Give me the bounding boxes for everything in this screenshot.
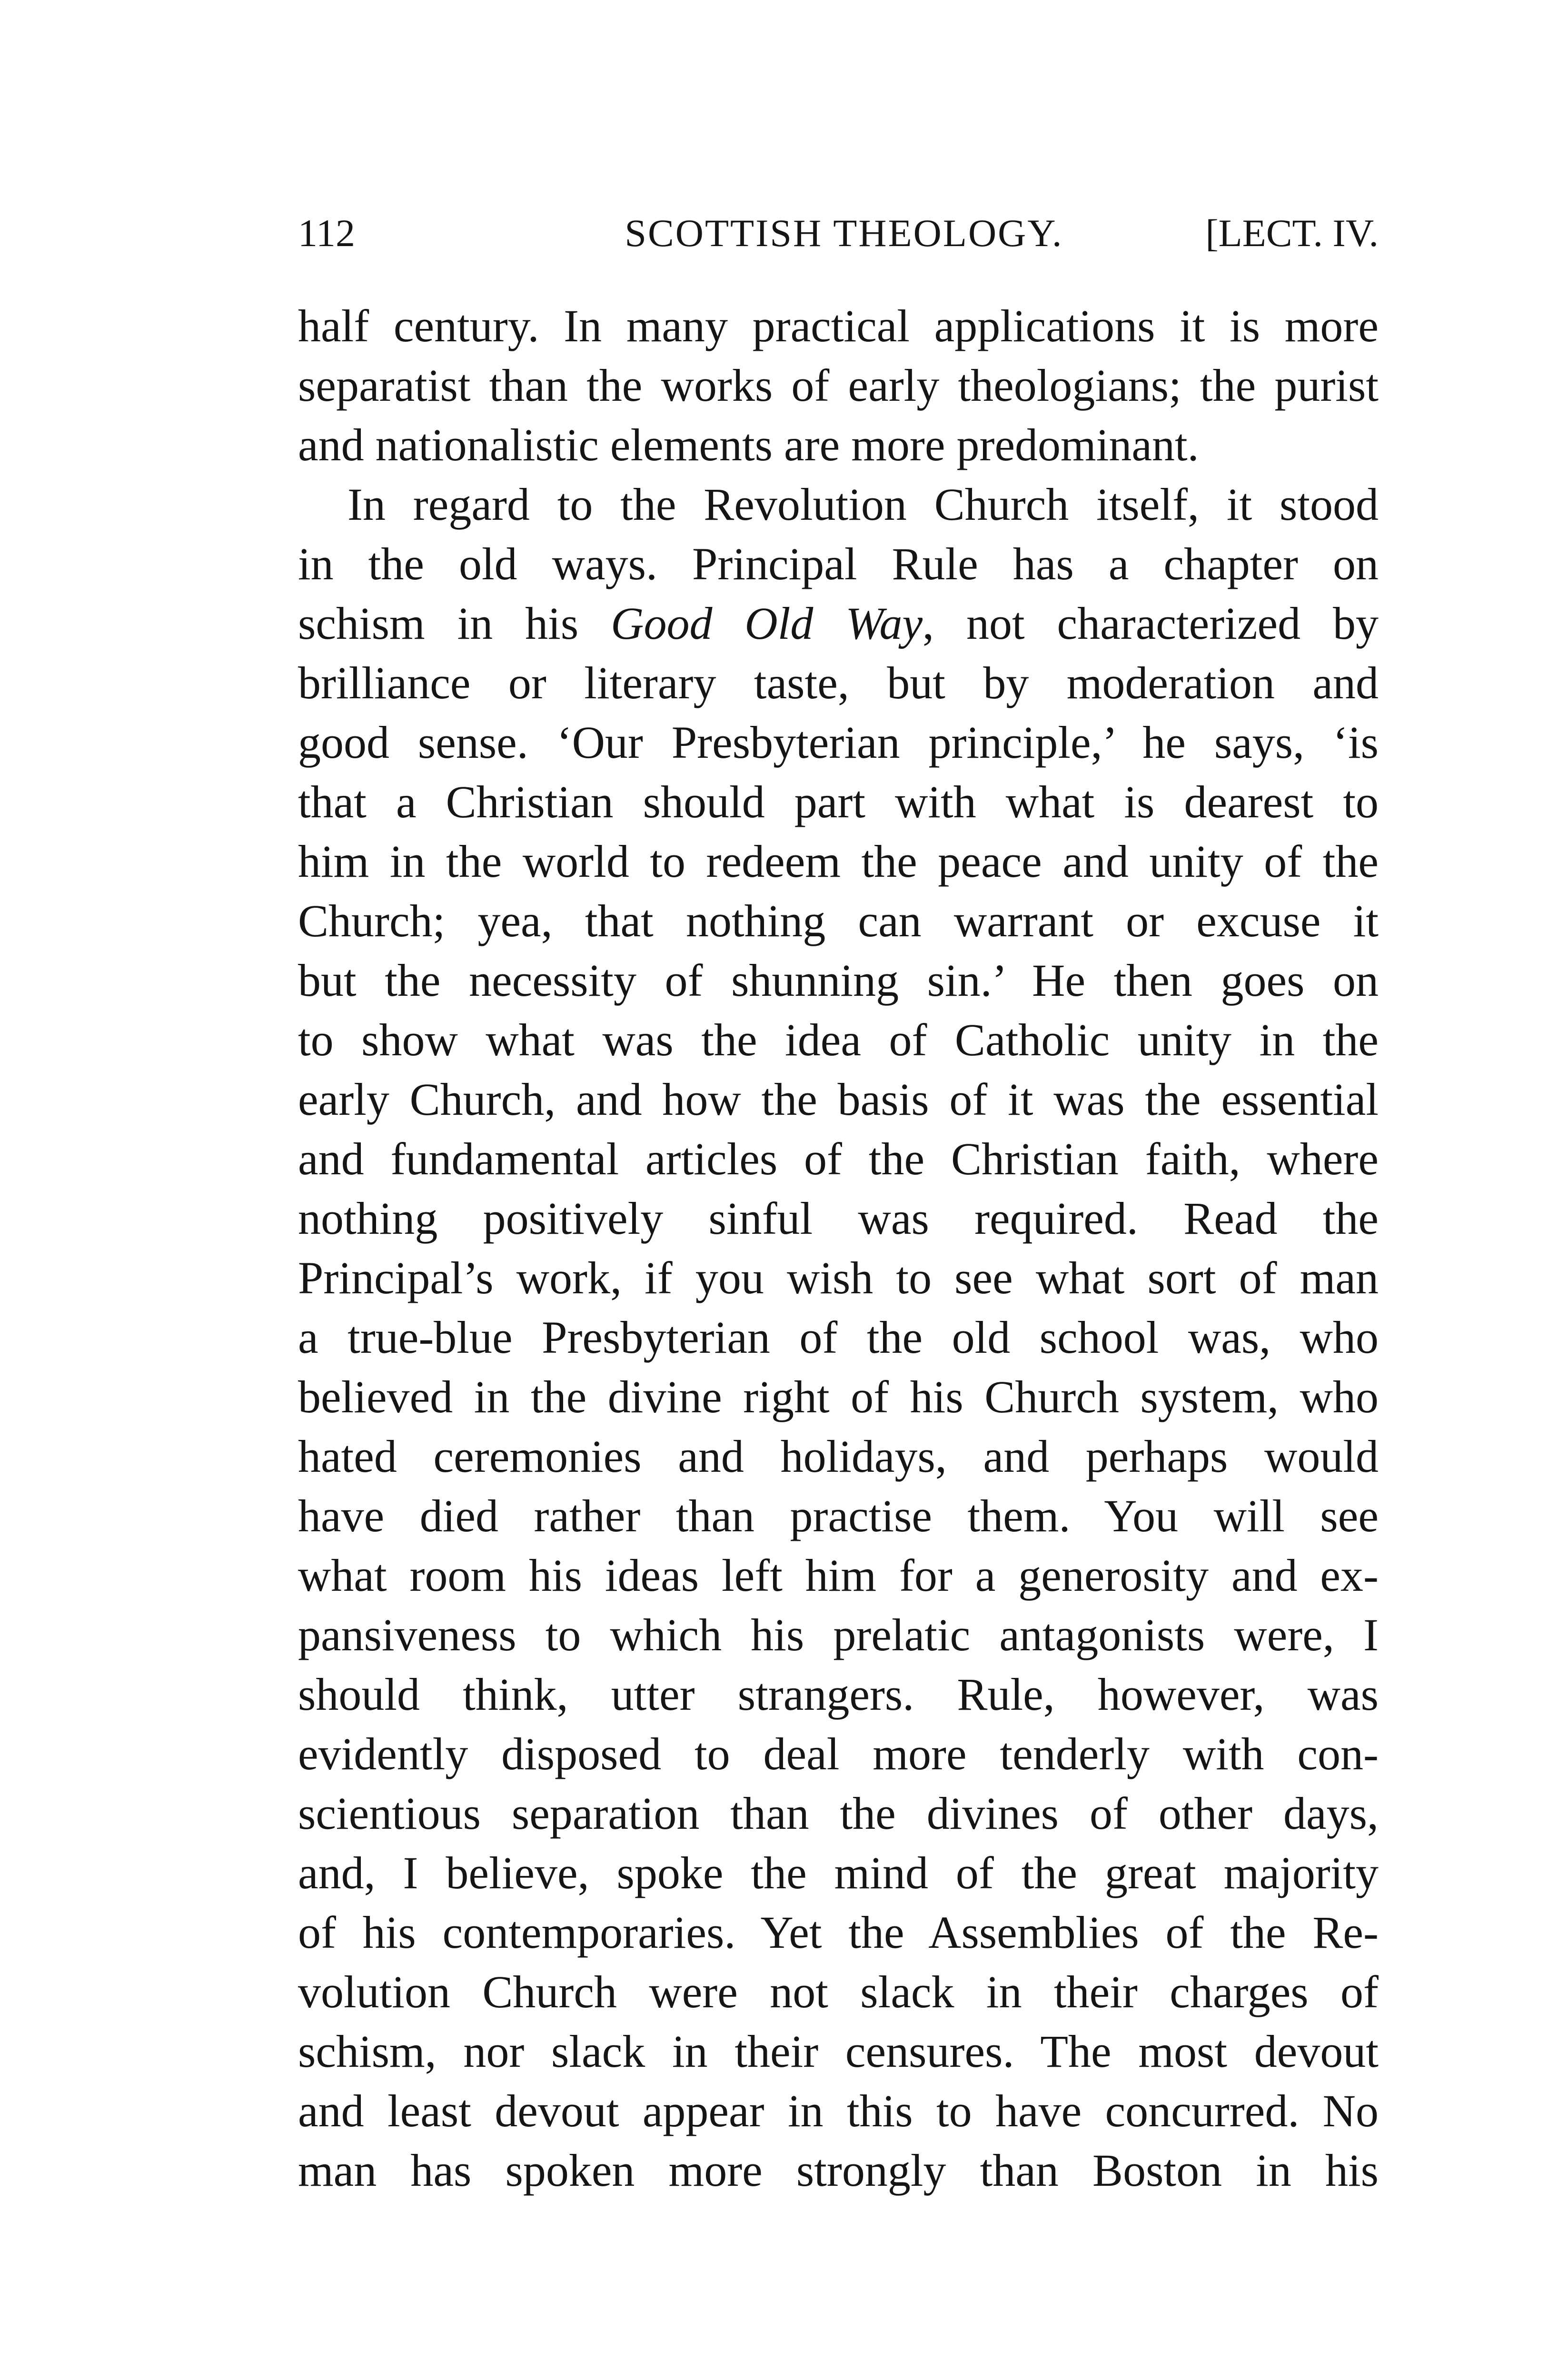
text-line: nothing positively sinful was required. Read the (298, 1193, 1379, 1244)
text-line: schism, nor slack in their censures. The most devout (298, 2026, 1379, 2077)
text-line: evidently disposed to deal more tenderly with con- (298, 1728, 1379, 1779)
text-line: separatist than the works of early theologians; the purist (298, 360, 1379, 411)
running-head (298, 207, 1379, 259)
text-line: brilliance or literary taste, but by moderation and (298, 657, 1379, 708)
page-number: 112 (298, 211, 355, 255)
text-line: to show what was the idea of Catholic unity in the (298, 1014, 1379, 1065)
text-segment: schism in his (298, 598, 611, 649)
text-line: should think, utter strangers. Rule, however, was (298, 1669, 1379, 1720)
text-line: believed in the divine right of his Church system, who (298, 1371, 1379, 1422)
text-line: a true-blue Presbyterian of the old school was, who (298, 1312, 1379, 1363)
text-line: volution Church were not slack in their charges of (298, 1966, 1379, 2017)
text-line: Church; yea, that nothing can warrant or excuse it (298, 895, 1379, 946)
text-line: and fundamental articles of the Christian faith, where (298, 1133, 1379, 1184)
text-line: of his contemporaries. Yet the Assemblies of the Re- (298, 1907, 1379, 1958)
running-title: SCOTTISH THEOLOGY. (625, 211, 1063, 255)
text-line: hated ceremonies and holidays, and perhaps would (298, 1431, 1379, 1482)
text-line: half century. In many practical applications it is more (298, 300, 1379, 351)
text-line: but the necessity of shunning sin.’ He then goes on (298, 955, 1379, 1006)
text-line: and nationalistic elements are more predominant. (298, 419, 1199, 470)
lecture-reference: [LECT. IV. (1205, 211, 1379, 255)
text-line: have died rather than practise them. You will see (298, 1490, 1379, 1541)
text-line: early Church, and how the basis of it was the essential (298, 1074, 1379, 1125)
text-segment: , not characterized by (923, 598, 1379, 649)
text-line: and least devout appear in this to have concurred. No (298, 2085, 1379, 2136)
text-line: him in the world to redeem the peace and unity of the (298, 836, 1379, 887)
body-text (298, 296, 1379, 2200)
text-line: in the old ways. Principal Rule has a chapter on (298, 538, 1379, 589)
text-line: what room his ideas left him for a generosity and ex- (298, 1550, 1379, 1601)
text-line: Principal’s work, if you wish to see what sort of man (298, 1252, 1379, 1303)
text-line: scientious separation than the divines of other days, (298, 1788, 1379, 1839)
book-title-italic: Good Old Way (611, 598, 923, 649)
text-line (298, 594, 1379, 653)
text-line: that a Christian should part with what is dearest to (298, 776, 1379, 827)
text-line: and, I believe, spoke the mind of the great majority (298, 1847, 1379, 1898)
text-line: pansiveness to which his prelatic antagonists were, I (298, 1609, 1379, 1660)
text-line: man has spoken more strongly than Boston in his (298, 2145, 1379, 2196)
text-line: good sense. ‘Our Presbyterian principle,’ he says, ‘is (298, 717, 1379, 768)
text-line: In regard to the Revolution Church itself, it stood (347, 479, 1379, 530)
